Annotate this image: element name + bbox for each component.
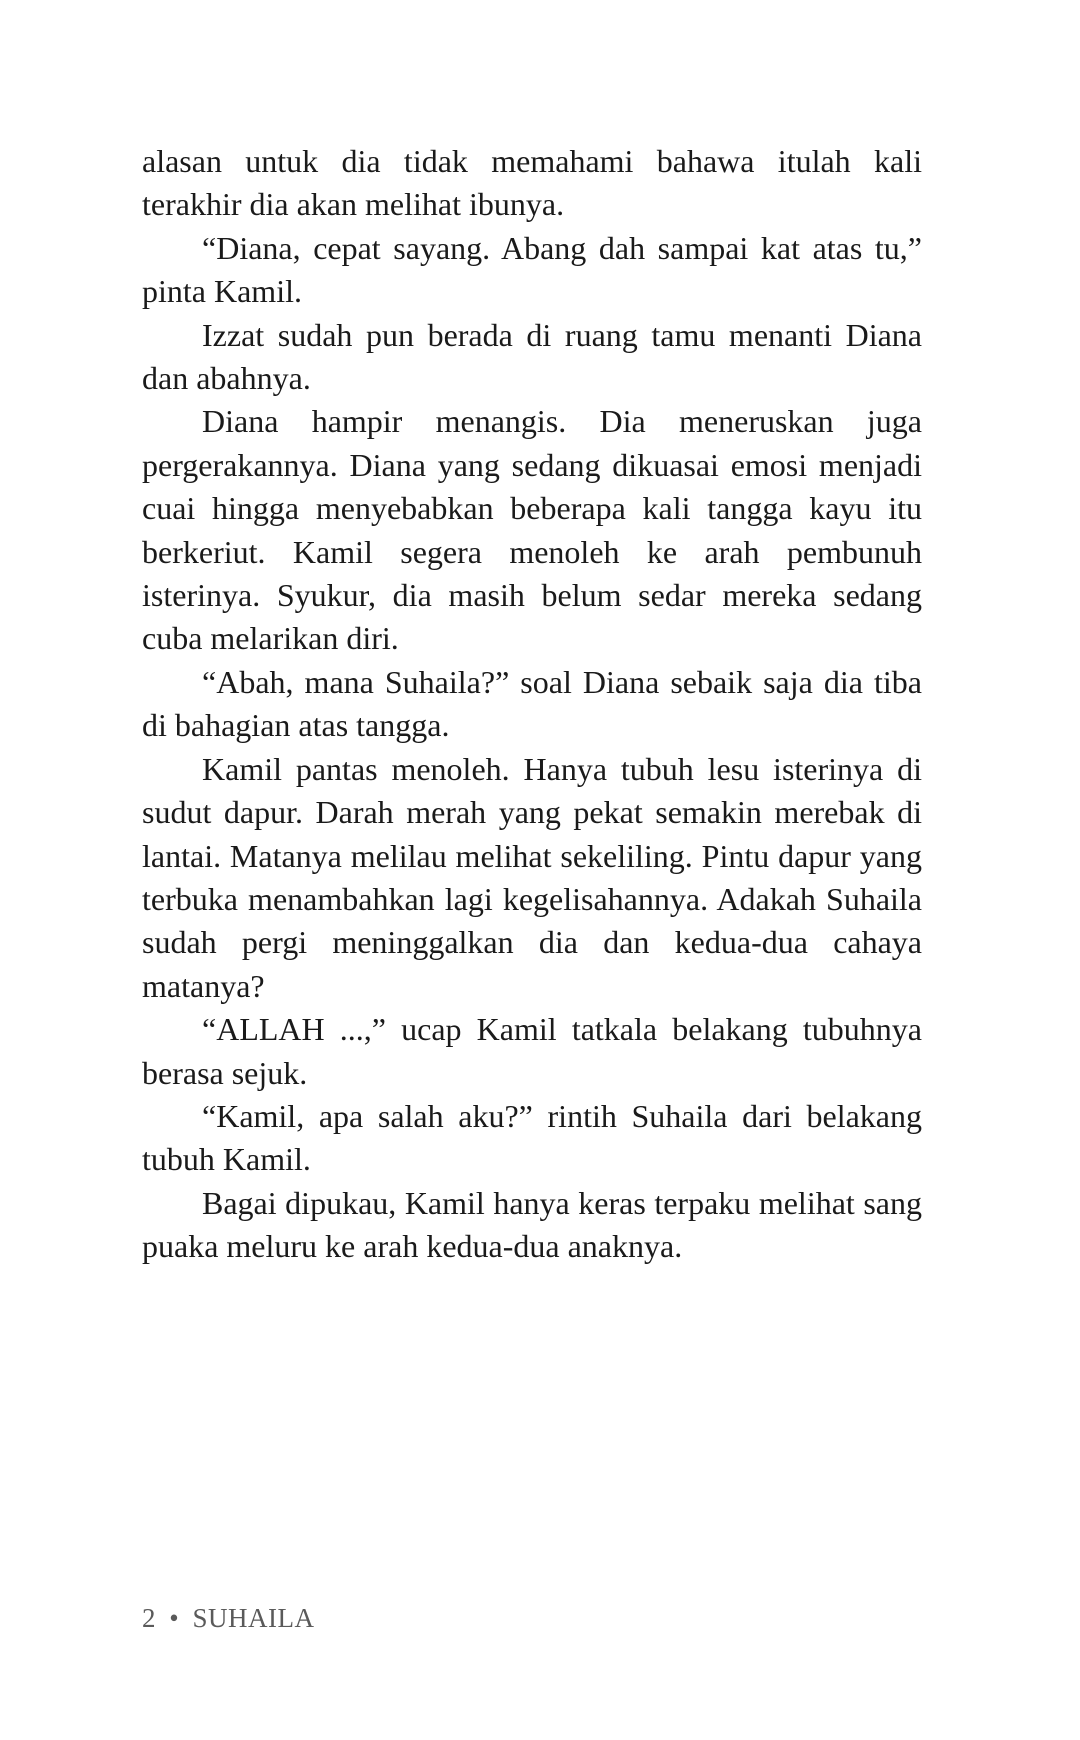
paragraph: “Kamil, apa salah aku?” rintih Suhaila dari belakang tubuh Kamil.	[142, 1097, 922, 1178]
paragraph: Izzat sudah pun berada di ruang tamu menanti Diana dan abahnya.	[142, 316, 922, 397]
paragraph: Diana hampir menangis. Dia meneruskan juga pergerakannya. Diana yang sedang dikuasai emosi menjadi cuai hingga menyebabkan beberapa kali tangga kayu itu berkeriut. Kamil segera menoleh ke arah pembunuh isterinya. Syukur, dia masih belum sedar mereka sedang cuba melarikan diri.	[142, 403, 922, 657]
paragraph: “ALLAH ...,” ucap Kamil tatkala belakang tubuhnya berasa sejuk.	[142, 1011, 922, 1091]
page-footer	[142, 1603, 314, 1634]
paragraph: Bagai dipukau, Kamil hanya keras terpaku melihat sang puaka meluru ke arah kedua-dua anaknya.	[142, 1184, 922, 1265]
footer-separator: •	[169, 1603, 180, 1633]
page-number: 2	[142, 1603, 156, 1633]
paragraph: Kamil pantas menoleh. Hanya tubuh lesu isterinya di sudut dapur. Darah merah yang pekat semakin merebak di lantai. Matanya melilau melihat sekeliling. Pintu dapur yang terbuka menambahkan lagi kegelisahannya. Adakah Suhaila sudah pergi meninggalkan dia dan kedua-dua cahaya matanya?	[142, 750, 922, 1004]
running-title: SUHAILA	[192, 1603, 315, 1633]
paragraph: “Abah, mana Suhaila?” soal Diana sebaik saja dia tiba di bahagian atas tangga.	[142, 663, 922, 744]
paragraph: “Diana, cepat sayang. Abang dah sampai kat atas tu,” pinta Kamil.	[142, 229, 922, 310]
body-text	[142, 140, 922, 1269]
paragraph: alasan untuk dia tidak memahami bahawa itulah kali terakhir dia akan melihat ibunya.	[142, 143, 922, 223]
